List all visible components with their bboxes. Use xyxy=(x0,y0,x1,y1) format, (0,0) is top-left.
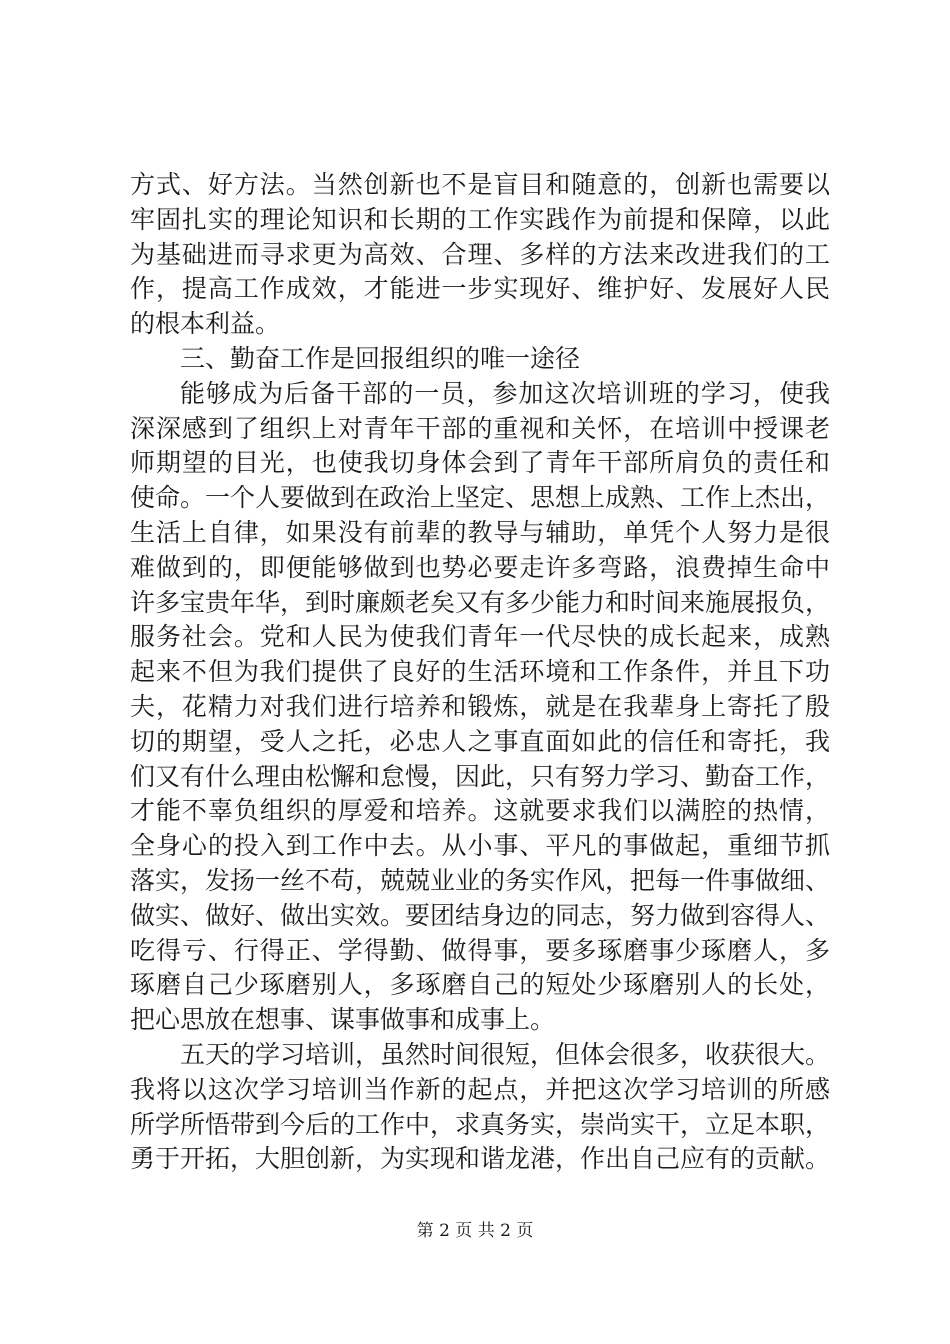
paragraph-line: 才能不辜负组织的厚爱和培养。这就要求我们以满腔的热情， xyxy=(130,796,830,826)
paragraph-first-line: 五天的学习培训，虽然时间很短，但体会很多，收获很大。 xyxy=(180,1039,831,1069)
paragraph-line: 的根本利益。 xyxy=(130,309,281,339)
paragraph-line: 我将以这次学习培训当作新的起点，并把这次学习培训的所感 xyxy=(130,1074,830,1104)
paragraph-line: 做实、做好、做出实效。要团结身边的同志，努力做到容得人、 xyxy=(130,900,831,930)
page-footer: 第 2 页 共 2 页 xyxy=(416,1221,534,1241)
paragraph-line: 许多宝贵年华，到时廉颇老矣又有多少能力和时间来施展报负， xyxy=(130,587,831,617)
paragraph-line: 们又有什么理由松懈和怠慢，因此，只有努力学习、勤奋工作， xyxy=(130,761,831,791)
paragraph-line: 全身心的投入到工作中去。从小事、平凡的事做起，重细节抓 xyxy=(130,831,830,861)
paragraph-line: 深深感到了组织上对青年干部的重视和关怀，在培训中授课老 xyxy=(130,413,830,443)
paragraph-line: 生活上自律，如果没有前辈的教导与辅助，单凭个人努力是很 xyxy=(130,517,830,547)
paragraph-line: 难做到的，即便能够做到也势必要走许多弯路，浪费掉生命中 xyxy=(130,552,830,582)
paragraph-line: 琢磨自己少琢磨别人，多琢磨自己的短处少琢磨别人的长处， xyxy=(130,970,830,1000)
paragraph-line: 方式、好方法。当然创新也不是盲目和随意的，创新也需要以 xyxy=(130,170,830,199)
paragraph-line: 服务社会。党和人民为使我们青年一代尽快的成长起来，成熟 xyxy=(130,622,830,652)
paragraph-line: 使命。一个人要做到在政治上坚定、思想上成熟、工作上杰出， xyxy=(130,483,831,513)
paragraph-first-line: 三、勤奋工作是回报组织的唯一途径 xyxy=(180,343,581,373)
paragraph-line: 起来不但为我们提供了良好的生活环境和工作条件，并且下功 xyxy=(130,657,830,687)
paragraph-line: 所学所悟带到今后的工作中，求真务实，崇尚实干，立足本职， xyxy=(130,1109,831,1139)
paragraph-line: 为基础进而寻求更为高效、合理、多样的方法来改进我们的工 xyxy=(130,239,830,269)
paragraph-line: 切的期望，受人之托，必忠人之事直面如此的信任和寄托，我 xyxy=(130,726,830,756)
paragraph-first-line: 能够成为后备干部的一员，参加这次培训班的学习，使我 xyxy=(180,378,830,408)
paragraph-line: 夫，花精力对我们进行培养和锻炼，就是在我辈身上寄托了殷 xyxy=(130,691,830,721)
paragraph-line: 勇于开拓，大胆创新，为实现和谐龙港，作出自己应有的贡献。 xyxy=(130,1144,831,1174)
paragraph-line: 作，提高工作成效，才能进一步实现好、维护好、发展好人民 xyxy=(130,274,830,304)
paragraph-line: 落实，发扬一丝不苟，兢兢业业的务实作风，把每一件事做细、 xyxy=(130,865,831,895)
paragraph-line: 牢固扎实的理论知识和长期的工作实践作为前提和保障，以此 xyxy=(130,204,830,234)
paragraph-line: 吃得亏、行得正、学得勤、做得事，要多琢磨事少琢磨人，多 xyxy=(130,935,830,965)
paragraph-line: 把心思放在想事、谋事做事和成事上。 xyxy=(130,1005,556,1035)
document-body xyxy=(130,168,830,1177)
paragraph-line: 师期望的目光，也使我切身体会到了青年干部所肩负的责任和 xyxy=(130,448,830,478)
